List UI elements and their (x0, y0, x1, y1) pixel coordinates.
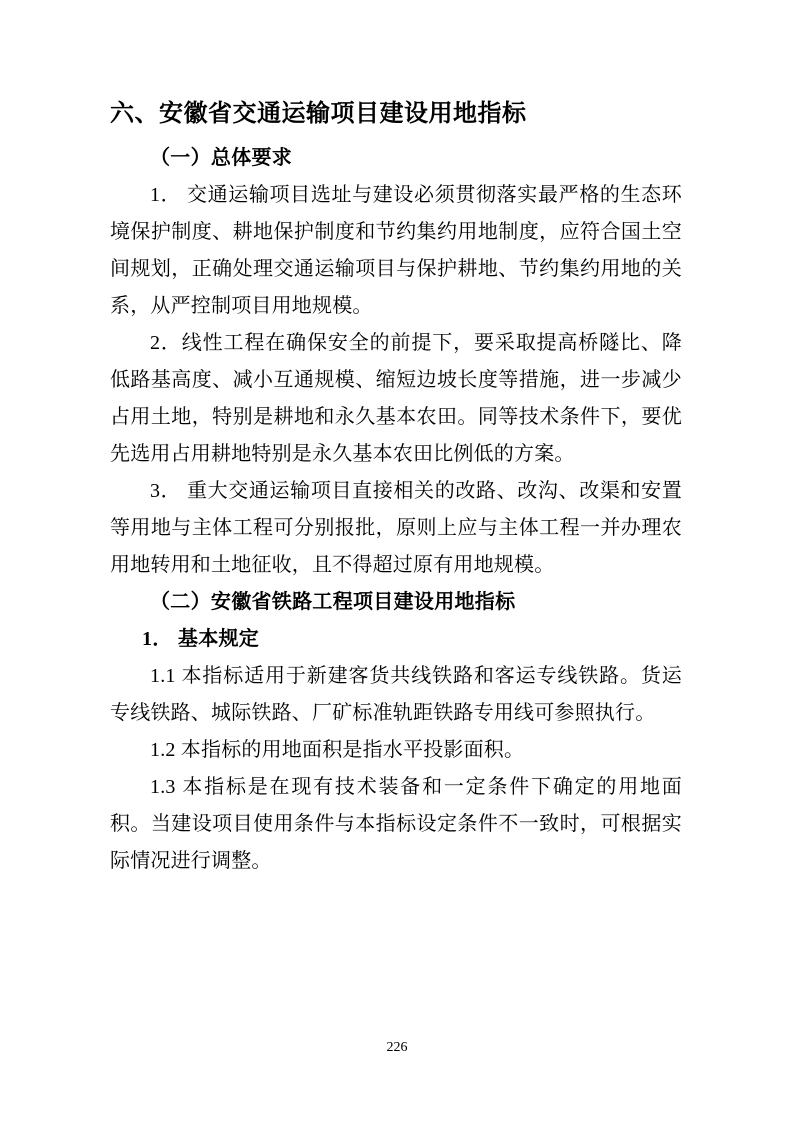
page-content (110, 96, 682, 880)
page-footer-number: 226 (386, 1040, 408, 1055)
paragraph-1-2: 1.2 本指标的用地面积是指水平投影面积。 (150, 739, 525, 761)
paragraph-1: 1． 交通运输项目选址与建设必须贯彻落实最严格的生态环境保护制度、耕地保护制度和节约集约用地制度，应符合国土空间规划，正确处理交通运输项目与保护耕地、节约集约用地的关系，从严控制项目用地规模。 (110, 184, 682, 317)
subsection-heading-basic-provisions: 1． 基本规定 (142, 628, 260, 650)
paragraph-1-1: 1.1 本指标适用于新建客货共线铁路和客运专线铁路。货运专线铁路、城际铁路、厂矿标准轨距铁路专用线可参照执行。 (110, 665, 682, 724)
section-heading-railway-land-index: （二）安徽省铁路工程项目建设用地指标 (150, 591, 516, 613)
section-heading-general-requirements: （一）总体要求 (150, 147, 293, 169)
paragraph-2: 2．线性工程在确保安全的前提下，要采取提高桥隧比、降低路基高度、减小互通规模、缩短边坡长度等措施，进一步减少占用土地，特别是耕地和永久基本农田。同等技术条件下，要优先选用占用耕地特别是永久基本农田比例低的方案。 (110, 332, 682, 465)
paragraph-1-3: 1.3 本指标是在现有技术装备和一定条件下确定的用地面积。当建设项目使用条件与本指标设定条件不一致时，可根据实际情况进行调整。 (110, 776, 682, 872)
page-title: 六、安徽省交通运输项目建设用地指标 (110, 101, 527, 127)
paragraph-3: 3． 重大交通运输项目直接相关的改路、改沟、改渠和安置等用地与主体工程可分别报批，原则上应与主体工程一并办理农用地转用和土地征收，且不得超过原有用地规模。 (110, 480, 682, 576)
